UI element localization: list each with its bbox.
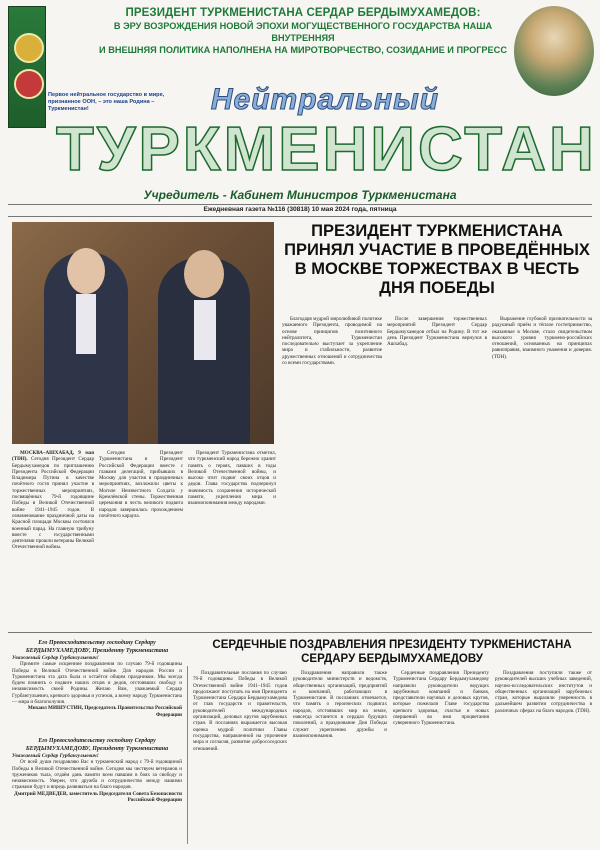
- anniversary-emblem-image: [514, 6, 594, 96]
- article-photo: [12, 222, 274, 444]
- president-quote-banner: [98, 6, 508, 56]
- greeting-letter-2: [12, 738, 182, 803]
- emblem-star-icon: [14, 69, 44, 99]
- banner-line-1: ПРЕЗИДЕНТ ТУРКМЕНИСТАНА СЕРДАР БЕРДЫМУХАМЕДОВ:: [125, 7, 481, 19]
- article-dateline: МОСКВА–АШХАБАД, 9 мая (TDH).: [12, 450, 94, 463]
- greetings-column-2: Поздравительные послания по случаю 79-й годовщины Победы в Великой Отечественной войне 1941–1945 годов продолжают поступать на имя Президента Туркменистана Сердара Бердымухамедова от глав государств и правительств, руководителей международных организаций, деловых кругов зарубежных стран. В посланиях выражается высокая оценка мудрой политики Главы государства, направленной на упрочение мира и согласия, развитие добрососедских отношений.: [193, 670, 287, 752]
- letter-1-salutation: Уважаемый Сердар Гурбангулыевич!: [12, 655, 99, 661]
- issue-divider: [8, 216, 592, 217]
- masthead-divider: [8, 204, 592, 205]
- emblem-disc-icon: [14, 33, 44, 63]
- newspaper-title-neutral: Нейтральный: [210, 83, 440, 116]
- newspaper-title-turkmenistan: ТУРКМЕНИСТАН: [56, 115, 597, 184]
- letter-2-body: От всей души поздравляю Вас и туркменский народ с 79-й годовщиной Победы в Великой Отечественной войне. Сегодня мы чествуем ветеранов и тружеников тыла, отдаём дань памяти всем павшим в боях за свободу и независимость. Уверен, что дружба и сотрудничество между нашими странами будут и впредь развиваться на благо народов.: [12, 759, 182, 791]
- article-column-4: Благодаря мудрой миролюбивой политике уважаемого Президента, проводимой на основе принципов позитивного нейтралитета, Туркменистан последовательно выступает за укрепление мира и стабильности, развитие дружественных отношений и сотрудничества со всеми государствами.: [282, 316, 382, 367]
- letter-2-signature: Дмитрий МЕДВЕДЕВ, заместитель Председателя Совета Безопасности Российской Федерации: [14, 790, 182, 804]
- letter-1-signature: Михаил МИШУСТИН, Председатель Правительства Российской Федерации: [27, 705, 182, 718]
- greeting-letter-1: [12, 640, 182, 718]
- banner-line-3: И ВНЕШНЯЯ ПОЛИТИКА НАПОЛНЕНА НА МИРОТВОРЧЕСТВО, СОЗИДАНИЕ И ПРОГРЕСС: [99, 45, 507, 55]
- issue-info: Ежедневная газета №116 (30818) 10 мая 2024 года, пятница: [203, 206, 397, 213]
- article-column-6: Выражение глубокой признательности за радушный приём и тёплое гостеприимство, оказанные в Москве, стало свидетельством высокого уровня туркмено-российских отношений, основанных на принципах равноправия, взаимного уважения и доверия. (TDH).: [492, 316, 592, 360]
- letter-2-salutation: Уважаемый Сердар Гурбангулыевич!: [12, 753, 99, 759]
- greetings-column-3: Поздравления направили также руководители министерств и ведомств, общественных организаций, предприятий и компаний, работающих в Туркменистане. В посланиях отмечается, что память о героических подвигах народов, отстоявших мир на земле, навсегда останется в сердцах будущих поколений, а празднование Дня Победы служит укреплению дружбы и взаимопонимания.: [293, 670, 387, 739]
- letter-1-addressee: Его Превосходительству господину Сердару БЕРДЫМУХАМЕДОВУ, Президенту Туркменистана: [25, 640, 169, 654]
- letter-1-body: Примите самые искренние поздравления по случаю 79-й годовщины Победы в Великой Отечественной войне. Для народов России и Туркменистана эта дата была и остаётся общим праздником. Мы всегда будем помнить о подвиге наших отцов и дедов, отстоявших свободу и независимость своей Родины. Желаю Вам, уважаемый Сердар Гурбангулыевич, крепкого здоровья и успехов, а всему народу Туркменистана — мира и благополучия.: [12, 661, 182, 706]
- letter-2-addressee: Его Превосходительству господину Сердару БЕРДЫМУХАМЕДОВУ, Президенту Туркменистана: [25, 738, 169, 752]
- neutrality-note: Первое нейтральное государство в мире, признанное ООН, – это наша Родина – Туркменистан!: [48, 92, 165, 112]
- greetings-heading: СЕРДЕЧНЫЕ ПОЗДРАВЛЕНИЯ ПРЕЗИДЕНТУ ТУРКМЕНИСТАНА СЕРДАРУ БЕРДЫМУХАМЕДОВУ: [212, 639, 572, 665]
- greetings-column-4: Сердечные поздравления Президенту Туркменистана Сердару Бердымухамедову направили руководители ведущих зарубежных компаний и банков, представители научных и деловых кругов, которые пожелали Главе государства крепкого здоровья, счастья и новых свершений во имя процветания суверенного Туркменистана.: [393, 670, 489, 727]
- founder-line: Учредитель - Кабинет Министров Туркменистана: [143, 188, 457, 202]
- article-column-3: Президент Туркменистана отметил, что туркменский народ бережно хранит память о героях, павших в годы Великой Отечественной войны, и высоко чтит подвиг своих отцов и дедов. Глава государства подчеркнул значимость сохранения исторической памяти, укрепления мира и взаимопонимания между народами.: [188, 450, 276, 507]
- article-headline: ПРЕЗИДЕНТ ТУРКМЕНИСТАНА ПРИНЯЛ УЧАСТИЕ В ПРОВЕДЁННЫХ В МОСКВЕ ТОРЖЕСТВАХ В ЧЕСТЬ ДНЯ ПОБЕДЫ: [284, 222, 590, 297]
- section-divider: [8, 632, 592, 633]
- article-column-2: Сегодня Президент Туркменистана и Президент Российской Федерации вместе с главами делегаций, прибывших в Москву для участия в праздничных мероприятиях, возложили цветы к Могиле Неизвестного Солдата у Кремлёвской стены. Торжественная церемония в честь великого подвига народов завершилась прохождением почётного караула.: [99, 450, 183, 519]
- column-rule: [187, 666, 188, 844]
- greetings-column-5: Поздравления поступили также от руководителей высших учебных заведений, научно-исследовательских институтов и общественных организаций зарубежных стран, которые выразили уверенность в дальнейшем развитии сотрудничества в различных сферах на благо народов. (TDH).: [495, 670, 592, 714]
- article-column-1: МОСКВА–АШХАБАД, 9 мая (TDH). Сегодня Президент Сердар Бердымухамедов по приглашению Президента Российской Федерации Владимира Путина в качестве почётного гостя принял участие в торжественных мероприятиях, посвящённых 79-й годовщине Победы в Великой Отечественной войне 1941–1945 годов. В ознаменование праздничной даты на Красной площади Москвы состоялся военный парад. На главную трибуну вместе с государственными деятелями прошли ветераны Великой Отечественной войны.: [12, 450, 94, 551]
- state-emblem-logo: [8, 6, 46, 128]
- banner-line-2: В ЭРУ ВОЗРОЖДЕНИЯ НОВОЙ ЭПОХИ МОГУЩЕСТВЕННОГО ГОСУДАРСТВА НАША ВНУТРЕННЯЯ: [113, 21, 493, 43]
- article-column-5: После завершения торжественных мероприятий Президент Сердар Бердымухамедов отбыл на Родину. В тот же день Президент Туркменистана вернулся в Ашхабад.: [387, 316, 487, 348]
